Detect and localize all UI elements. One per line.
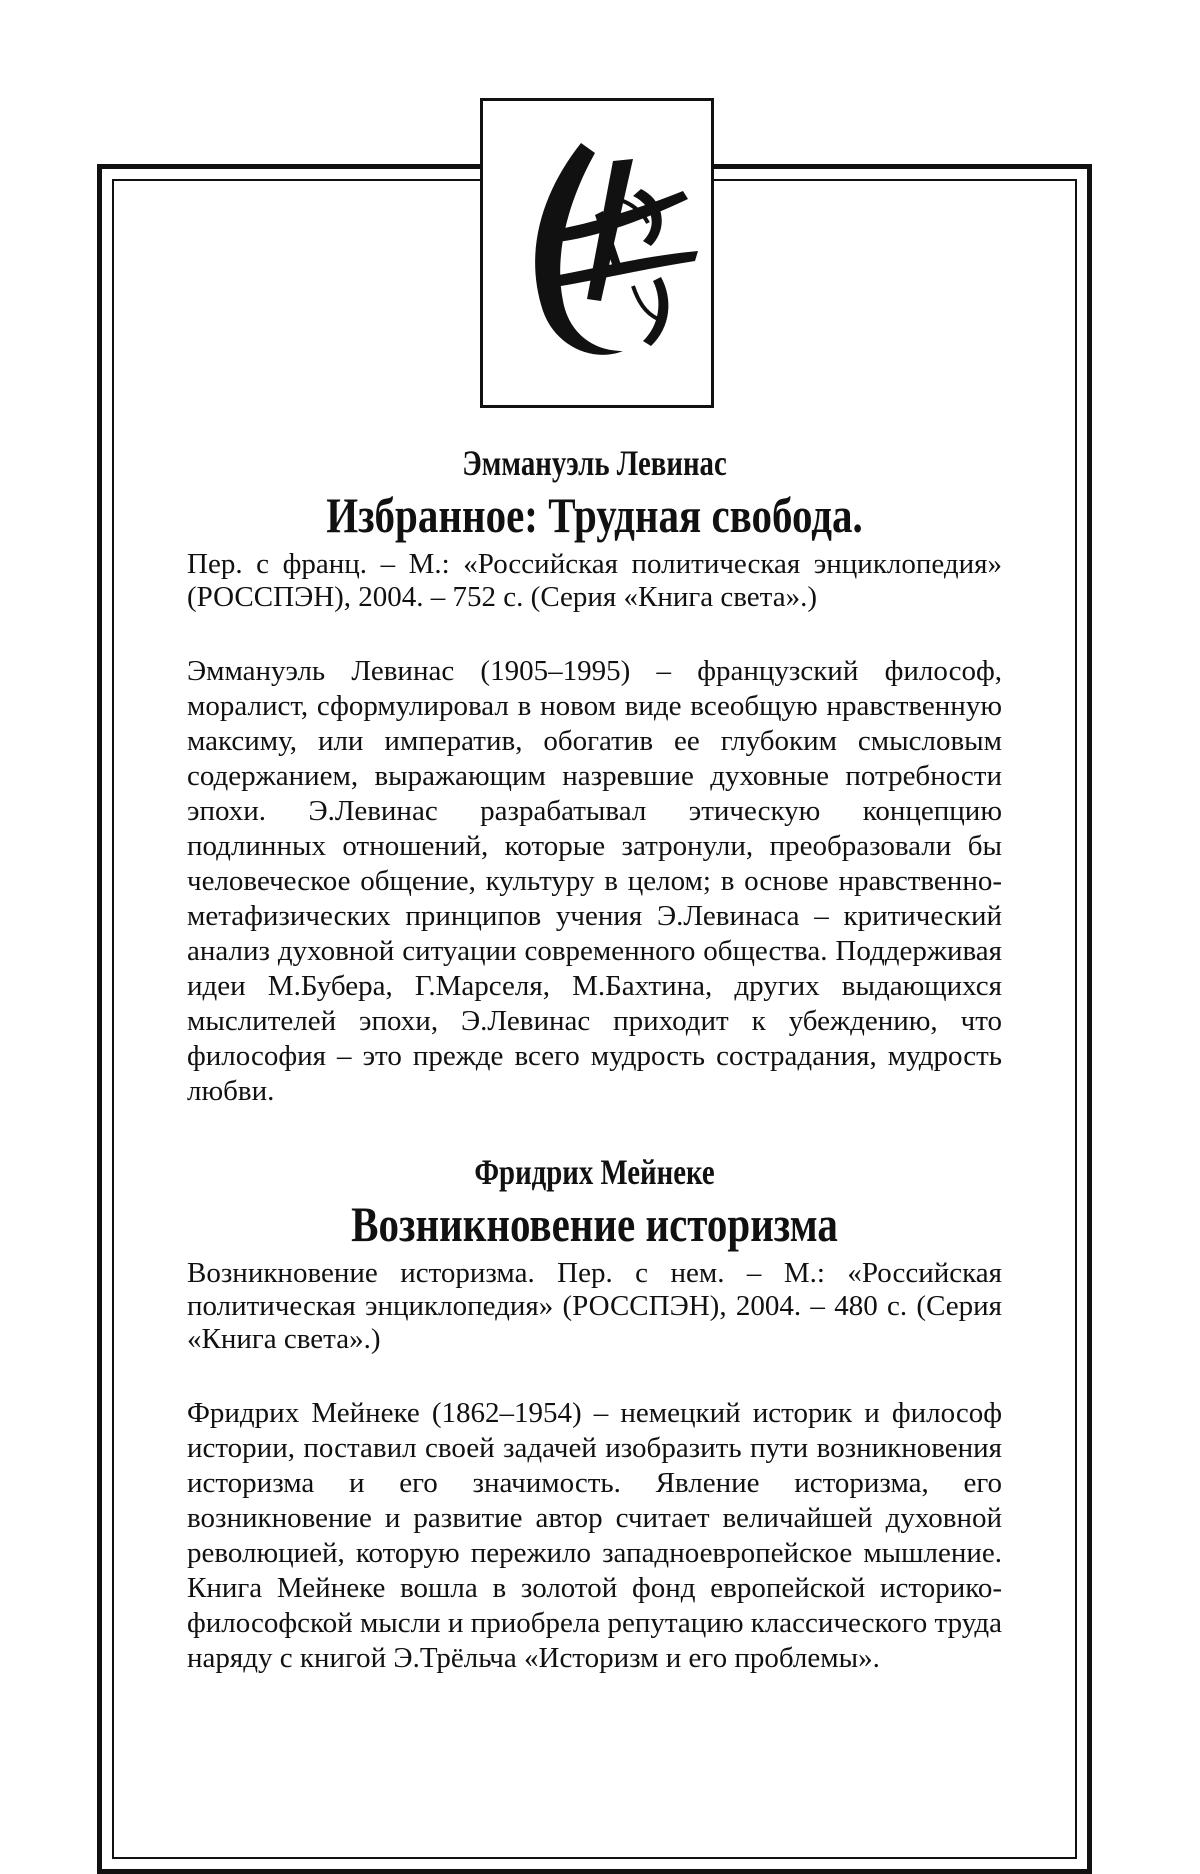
book-description: Фридрих Мейнеке (1862–1954) – немецкий историк и философ истории, поставил своей задачей изобразить пути возникновения историзма и его значимость. Явление историзма, его возникновение и развитие автор считает величайшей духовной революцией, которую пережило западноевропейское мышление. Книга Мейнеке вошла в золотой фонд европейской историко-философской мысли и приобрела репутацию классического труда наряду с книгой Э.Трёльча «Историзм и его проблемы». xyxy=(187,1397,1002,1674)
entry-levinas xyxy=(187,440,1002,1109)
book-title: Избранное: Трудная свобода. xyxy=(326,487,863,543)
author-name: Эммануэль Левинас xyxy=(462,443,727,483)
entry-meinecke xyxy=(187,1149,1002,1676)
bibliographic-info: Пер. с франц. – М.: «Российская политическая энциклопедия» (РОССПЭН), 2004. – 752 с. (Серия «Книга света».) xyxy=(187,548,1002,613)
book-description: Эммануэль Левинас (1905–1995) – французский философ, моралист, сформулировал в новом виде всеобщую нравственную максиму, или императив, обогатив ее глубоким смысловым содержанием, выражающим назревшие духовные потребности эпохи. Э.Левинас разрабатывал этическую концепцию подлинных отношений, которые затронули, преобразовали бы человеческое общение, культуру в целом; в основе нравственно-метафизических принципов учения Э.Левинаса – критический анализ духовной ситуации современного общества. Поддерживая идеи М.Бубера, Г.Марселя, М.Бахтина, других выдающихся мыслителей эпохи, Э.Левинас приходит к убеждению, что философия – это прежде всего мудрость сострадания, мудрость любви. xyxy=(187,655,1002,1107)
bibliographic-info: Возникновение историзма. Пер. с нем. – М.: «Российская политическая энциклопедия» (РОССПЭН), 2004. – 480 с. (Серия «Книга света».) xyxy=(187,1257,1002,1355)
kniga-sveta-logo-icon xyxy=(483,101,711,405)
author-name: Фридрих Мейнеке xyxy=(474,1152,715,1192)
page-content xyxy=(187,440,1002,1676)
publisher-logo xyxy=(480,98,714,408)
book-title: Возникновение историзма xyxy=(351,1196,838,1252)
